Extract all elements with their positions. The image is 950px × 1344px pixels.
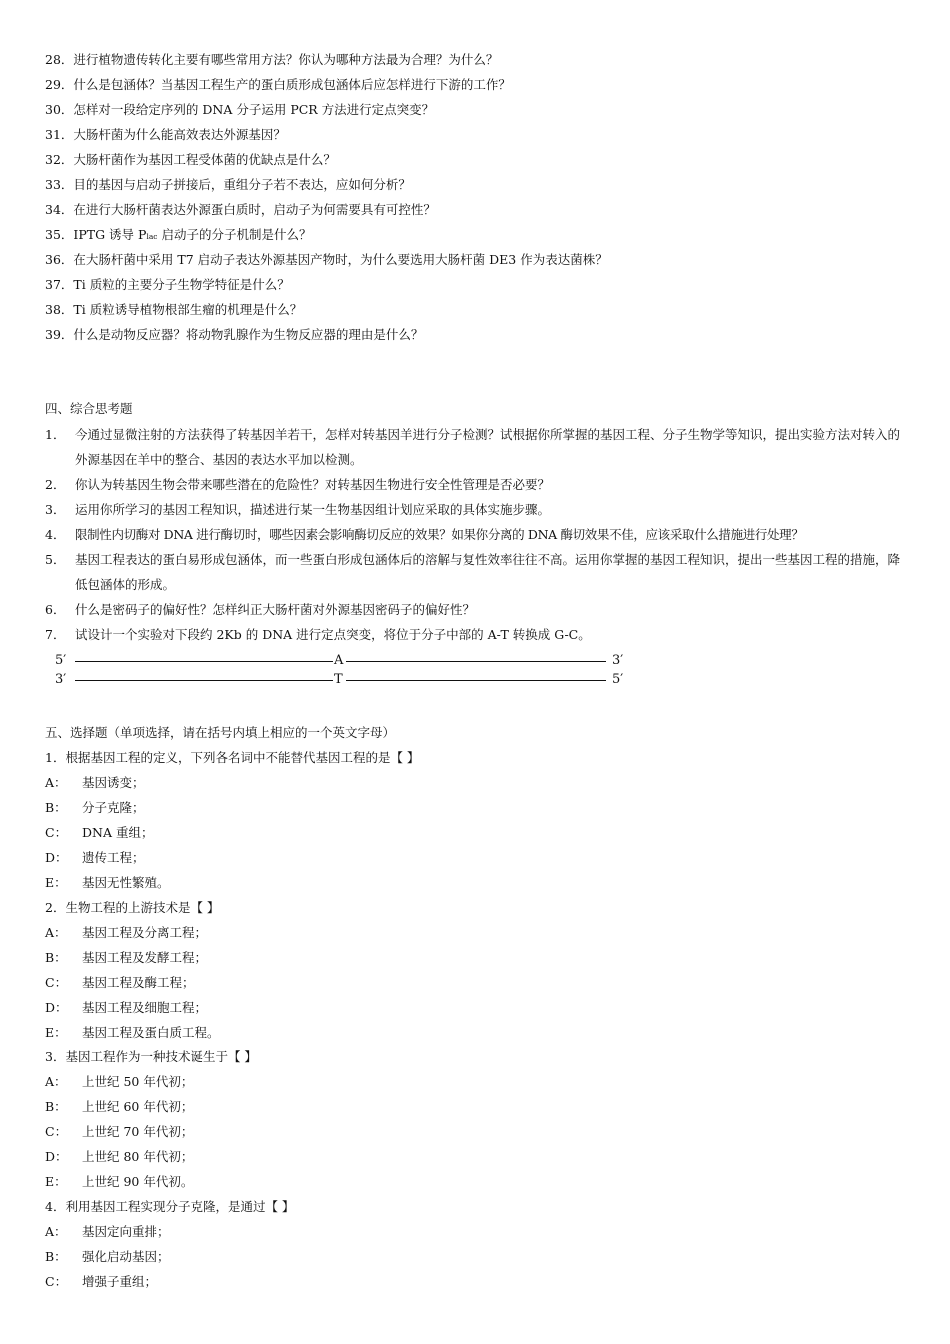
question-36: 36．在大肠杆菌中采用 T7 启动子表达外源基因产物时，为什么要选用大肠杆菌 DE3 作为表达菌株？: [45, 252, 608, 267]
mc-q4-option-c: C： 增强子重组；: [45, 1274, 158, 1289]
question-34: 34．在进行大肠杆菌表达外源蛋白质时，启动子为何需要具有可控性？: [45, 202, 436, 217]
mc-question-4-stem: 4．利用基因工程实现分子克隆，是通过【 】: [45, 1199, 295, 1214]
mc-q1-option-c: C： DNA 重组；: [45, 825, 154, 840]
top-strand-5prime-label: 5′: [55, 653, 67, 668]
mc-q4-option-a: A： 基因定向重排；: [45, 1224, 170, 1239]
mc-q1-option-d: D： 遗传工程；: [45, 850, 145, 865]
question-28: 28．进行植物遗传转化主要有哪些常用方法？你认为哪种方法最为合理？为什么？: [45, 52, 499, 67]
part4-item-4: 4． 限制性内切酶对 DNA 进行酶切时，哪些因素会影响酶切反应的效果？如果你分离的 DNA 酶切效果不佳，应该采取什么措施进行处理？: [45, 527, 804, 542]
part4-item-5: 5． 基因工程表达的蛋白易形成包涵体，而一些蛋白形成包涵体后的溶解与复性效率往往不高。运用你掌握的基因工程知识，提出一些基因工程的措施，降低包涵体的形成。: [45, 552, 901, 592]
mc-q1-option-e: E： 基因无性繁殖。: [45, 875, 170, 890]
mc-q2-option-c: C： 基因工程及酶工程；: [45, 975, 195, 990]
part4-item-1: 1． 今通过显微注射的方法获得了转基因羊若干，怎样对转基因羊进行分子检测？试根据你所掌握的基因工程、分子生物学等知识，提出实验方法对转入的外源基因在羊中的整合、基因的表达水平加以检测。: [45, 427, 901, 467]
mc-q1-option-b: B： 分子克隆；: [45, 800, 145, 815]
question-39: 39．什么是动物反应器？将动物乳腺作为生物反应器的理由是什么？: [45, 327, 424, 342]
top-strand-right-line: [346, 661, 606, 662]
mc-question-1-stem: 1．根据基因工程的定义，下列各名词中不能替代基因工程的是【 】: [45, 750, 420, 765]
part4-item-3: 3． 运用你所学习的基因工程知识，描述进行某一生物基因组计划应采取的具体实施步骤。: [45, 502, 551, 517]
top-strand-3prime-label: 3′: [612, 653, 624, 668]
question-29: 29．什么是包涵体？当基因工程生产的蛋白质形成包涵体后应怎样进行下游的工作？: [45, 77, 511, 92]
top-strand-base-a: A: [334, 653, 344, 668]
mc-q3-option-b: B： 上世纪 60 年代初；: [45, 1099, 194, 1114]
part4-item-6: 6． 什么是密码子的偏好性？怎样纠正大肠杆菌对外源基因密码子的偏好性？: [45, 602, 476, 617]
section-5-title: 五、选择题（单项选择，请在括号内填上相应的一个英文字母）: [45, 725, 396, 740]
mc-q3-option-d: D： 上世纪 80 年代初；: [45, 1149, 194, 1164]
section-4-title: 四、综合思考题: [45, 401, 133, 416]
question-35: 35．IPTG 诱导 Plac 启动子的分子机制是什么？: [45, 227, 312, 242]
mc-q2-option-d: D： 基因工程及细胞工程；: [45, 1000, 208, 1015]
mc-q3-option-a: A： 上世纪 50 年代初；: [45, 1074, 194, 1089]
question-33: 33．目的基因与启动子拼接后，重组分子若不表达，应如何分析？: [45, 177, 411, 192]
bottom-strand-3prime-label: 3′: [55, 672, 67, 687]
question-37: 37．Ti 质粒的主要分子生物学特征是什么？: [45, 277, 290, 292]
part4-item-2: 2． 你认为转基因生物会带来哪些潜在的危险性？对转基因生物进行安全性管理是否必要？: [45, 477, 551, 492]
question-30: 30．怎样对一段给定序列的 DNA 分子运用 PCR 方法进行定点突变？: [45, 102, 435, 117]
subscript-lac: lac: [146, 232, 158, 241]
mc-q4-option-b: B： 强化启动基因；: [45, 1249, 170, 1264]
question-32: 32．大肠杆菌作为基因工程受体菌的优缺点是什么？: [45, 152, 336, 167]
bottom-strand-left-line: [75, 680, 333, 681]
question-38: 38．Ti 质粒诱导植物根部生瘤的机理是什么？: [45, 302, 303, 317]
bottom-strand-5prime-label: 5′: [612, 672, 624, 687]
mc-q2-option-b: B： 基因工程及发酵工程；: [45, 950, 208, 965]
mc-q1-option-a: A： 基因诱变；: [45, 775, 145, 790]
bottom-strand-base-t: T: [334, 672, 343, 687]
mc-question-2-stem: 2．生物工程的上游技术是【 】: [45, 900, 220, 915]
question-31: 31．大肠杆菌为什么能高效表达外源基因？: [45, 127, 286, 142]
mc-q2-option-e: E： 基因工程及蛋白质工程。: [45, 1025, 220, 1040]
dna-strand-diagram: [55, 652, 635, 692]
mc-q3-option-c: C： 上世纪 70 年代初；: [45, 1124, 194, 1139]
bottom-strand-right-line: [346, 680, 606, 681]
top-strand-left-line: [75, 661, 333, 662]
mc-q3-option-e: E： 上世纪 90 年代初。: [45, 1174, 194, 1189]
mc-q2-option-a: A： 基因工程及分离工程；: [45, 925, 208, 940]
mc-question-3-stem: 3．基因工程作为一种技术诞生于【 】: [45, 1049, 257, 1064]
part4-item-7: 7． 试设计一个实验对下段约 2Kb 的 DNA 进行定点突变，将位于分子中部的 A-T 转换成 G-C。: [45, 627, 591, 642]
